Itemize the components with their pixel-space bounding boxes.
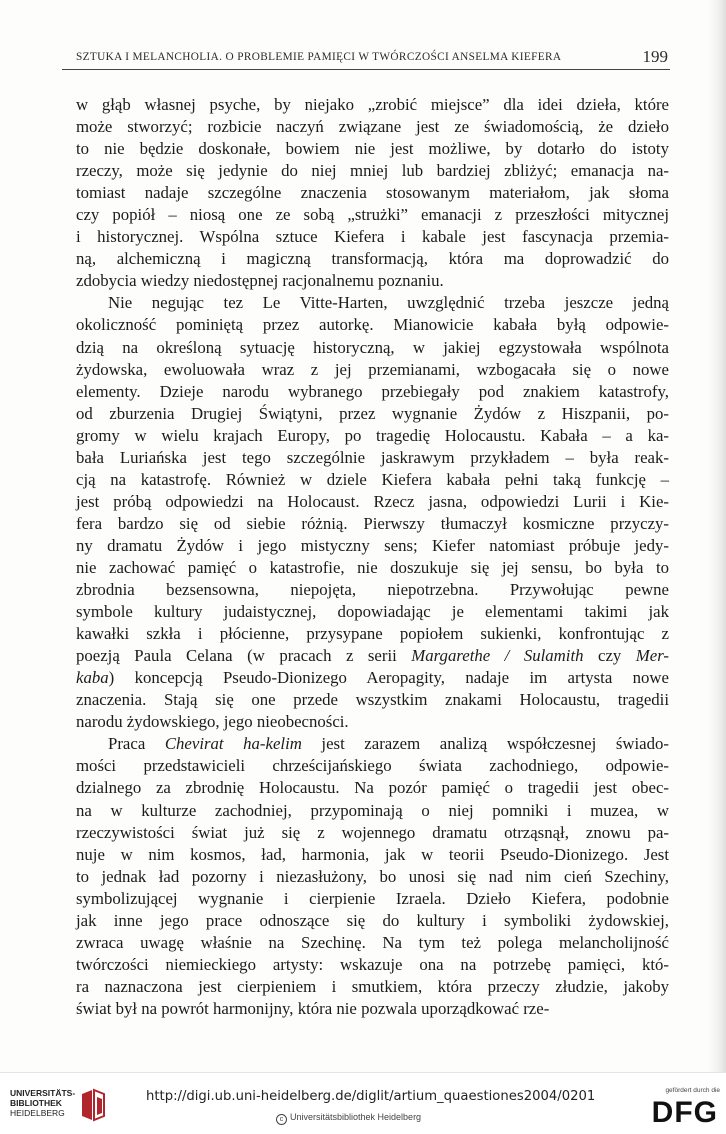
text-run: Praca <box>108 734 165 754</box>
text-line <box>76 469 669 491</box>
copyright-notice <box>276 1112 421 1125</box>
text-run: bała Luriańska jest tego szczególnie jaskrawym przykładem – była reak- <box>76 447 669 467</box>
text-line <box>76 645 669 667</box>
text-run: cją na katastrofę. Również w dziele Kiefera kabała pełni taką funkcję – <box>76 469 669 489</box>
text-line <box>76 822 669 844</box>
text-run: tomiast nadaje szczególne znaczenia stosowanym materiałom, jak słoma <box>76 183 669 203</box>
text-run: narodu żydowskiego, jego nieobecności. <box>76 712 349 732</box>
logo-line: UNIVERSITÄTS- <box>10 1088 76 1098</box>
text-run: czy popiół – niosą one ze sobą „strużki” emanacji z przeszłości mitycznej <box>76 205 669 225</box>
source-url-link[interactable]: http://digi.ub.uni-heidelberg.de/diglit/artium_quaestiones2004/0201 <box>146 1089 596 1104</box>
scan-shadow <box>708 0 726 1072</box>
logo-line: HEIDELBERG <box>10 1108 65 1118</box>
text-run: elementy. Dzieje narodu wybranego przebiegały pod znakiem katastrofy, <box>76 381 669 401</box>
text-run: ra naznaczona jest cierpieniem i smutkiem, która przeczy złudzie, jakoby <box>76 976 669 996</box>
body-text <box>76 94 669 1020</box>
text-line <box>76 755 669 777</box>
text-run: w głąb własnej psyche, by niejako „zrobić miejsce” dla idei dzieła, które <box>76 95 669 114</box>
text-run: zdobycia wiedzy niedostępnej racjonalnemu poznaniu. <box>76 271 444 291</box>
text-run: znaczenia. Stają się one przede wszystkim znakami Holocaustu, tragedii <box>76 690 669 710</box>
text-line <box>76 954 669 976</box>
text-line <box>76 491 669 513</box>
text-run: kawałki szkła i płócienne, przysypane popiołem sukienki, konfrontując z <box>76 624 669 644</box>
text-run: to jednak ład pozorny i niezasłużony, bo unosi się nad nim cień Szechiny, <box>76 866 669 886</box>
text-run: dzią na określoną sytuację historyczną, w jakiej egzystowała wspólnota <box>76 337 669 357</box>
paragraph <box>76 94 669 292</box>
text-run: żydowska, ewoluowała wraz z jej przemianami, wzbogacała się o nowe <box>76 359 669 379</box>
header-rule <box>62 69 670 70</box>
text-line <box>76 94 669 116</box>
logo-line: BIBLIOTHEK <box>10 1098 62 1108</box>
text-run: czy <box>583 646 636 666</box>
digitization-footer <box>0 1072 726 1134</box>
text-line <box>76 976 669 998</box>
text-run: twórczości niemieckiego artysty: wskazuje ona na potrzebę pamięci, któ- <box>76 954 669 974</box>
paragraph <box>76 292 669 733</box>
paragraph <box>76 733 669 1020</box>
dfg-wordmark: DFG <box>651 1096 718 1129</box>
university-library-logo[interactable] <box>10 1088 110 1128</box>
text-line <box>76 800 669 822</box>
text-line <box>76 381 669 403</box>
text-line <box>76 601 669 623</box>
text-run: zwraca uwagę właśnie na Szechinę. Na tym też polega melancholijność <box>76 932 669 952</box>
text-line <box>76 513 669 535</box>
text-line <box>76 337 669 359</box>
text-line <box>76 535 669 557</box>
library-emblem-icon <box>78 1088 108 1122</box>
text-run: mości przedstawicieli chrześcijańskiego świata zachodniego, odpowie- <box>76 756 669 776</box>
text-line <box>76 667 669 689</box>
text-run: od zburzenia Drugiej Świątyni, przez wygnanie Żydów z Hiszpanii, po- <box>76 403 669 423</box>
text-line <box>76 711 669 733</box>
italic-title: kaba <box>76 668 109 688</box>
dfg-logo[interactable] <box>640 1087 720 1133</box>
text-line <box>76 226 669 248</box>
text-line <box>76 689 669 711</box>
text-run: Nie negując tez Le Vitte-Harten, uwzględnić trzeba jeszcze jedną <box>108 293 669 313</box>
university-library-wordmark <box>10 1088 75 1118</box>
text-run: rzeczywistości świat już się z wojennego dramatu otrząsnął, znowu pa- <box>76 822 669 842</box>
text-run: rzeczy, może się jedynie do niej mniej lub bardziej zbliżyć; emanacja na- <box>76 161 669 181</box>
text-run: może stworzyć; rozbicie naczyń związane jest ze świadomością, że dzieło <box>76 117 669 137</box>
text-run: świat był na powrót harmonijny, która nie pozwala uporządkować rze- <box>76 998 550 1018</box>
text-line <box>76 204 669 226</box>
text-run: okoliczność pominiętą przez autorkę. Mianowicie kabała byłą odpowie- <box>76 315 669 335</box>
text-run: ) koncepcją Pseudo-Dionizego Aeropagity, nadaje im artysta nowe <box>108 668 669 688</box>
italic-title: Margarethe / Sulamith <box>411 646 584 666</box>
text-line <box>76 314 669 336</box>
text-run: nuje w nim kosmos, ład, harmonia, jak w teorii Pseudo-Dionizego. Jest <box>76 844 669 864</box>
dfg-caption: gefördert durch die <box>665 1087 720 1094</box>
text-line <box>76 292 669 314</box>
copyright-text: Universitätsbibliothek Heidelberg <box>290 1112 422 1122</box>
text-line <box>76 932 669 954</box>
running-title: SZTUKA I MELANCHOLIA. O PROBLEMIE PAMIĘCI W TWÓRCZOŚCI ANSELMA KIEFERA <box>76 51 562 63</box>
text-line <box>76 998 669 1020</box>
text-run: symbole kultury judaistycznej, dopowiadając je elementami takimi jak <box>76 602 669 622</box>
page-number: 199 <box>642 47 668 66</box>
text-run: ny dramatu Żydów i jego mistyczny sens; Kiefer natomiast próbuje jedy- <box>76 535 669 555</box>
text-run: jest próbą odpowiedzi na Holocaust. Rzecz jasna, odpowiedzi Lurii i Kie- <box>76 491 669 511</box>
text-line <box>76 182 669 204</box>
text-line <box>76 557 669 579</box>
text-run: zbrodnia bezsensowna, niepojęta, niepotrzebna. Przywołując pewne <box>76 580 669 600</box>
text-line <box>76 623 669 645</box>
text-line <box>76 403 669 425</box>
text-run: ną, alchemiczną i magiczną transformacją, która ma doprowadzić do <box>76 249 669 269</box>
text-line <box>76 248 669 270</box>
text-run: jak inne jego prace odnoszące się do kultury i symboliki żydowskiej, <box>76 910 669 930</box>
text-line <box>76 160 669 182</box>
text-line <box>76 138 669 160</box>
text-line <box>76 910 669 932</box>
text-line <box>76 579 669 601</box>
text-line <box>76 116 669 138</box>
text-line <box>76 447 669 469</box>
text-run: poezją Paula Celana (w pracach z serii <box>76 646 412 666</box>
text-run: to nie będzie doskonałe, bowiem nie jest możliwe, by dotarło do istoty <box>76 139 669 159</box>
italic-title: Mer- <box>635 646 669 666</box>
text-line <box>76 844 669 866</box>
text-run: nie zachować pamięć o katastrofie, nie doszukuje się jej sensu, bo była to <box>76 557 669 577</box>
text-line <box>76 359 669 381</box>
copyright-icon: c <box>276 1114 287 1125</box>
text-line <box>76 777 669 799</box>
text-line <box>76 425 669 447</box>
text-run: jest zarazem analizą współczesnej świado- <box>301 734 669 754</box>
text-run: dzialnego za zbrodnię Holocaustu. Na pozór pamięć o tragedii jest obec- <box>76 778 669 798</box>
running-head <box>76 47 670 67</box>
text-run: gromy w wielu krajach Europy, po tragedię Holocaustu. Kabała – a ka- <box>76 425 669 445</box>
text-run: na w kulturze zachodniej, przypominają o niej pomniki i muzea, w <box>76 800 669 820</box>
text-line <box>76 866 669 888</box>
text-line <box>76 733 669 755</box>
text-run: symbolizującej wygnanie i cierpienie Izraela. Dzieło Kiefera, podobnie <box>76 888 669 908</box>
text-line <box>76 888 669 910</box>
italic-title: Chevirat ha-kelim <box>164 734 302 754</box>
text-run: i historycznej. Wspólna sztuce Kiefera i kabale jest fascynacja przemia- <box>76 227 669 247</box>
text-run: fera bardzo się od siebie różnią. Pierwszy tłumaczył kosmiczne przyczy- <box>76 513 669 533</box>
text-line <box>76 270 669 292</box>
